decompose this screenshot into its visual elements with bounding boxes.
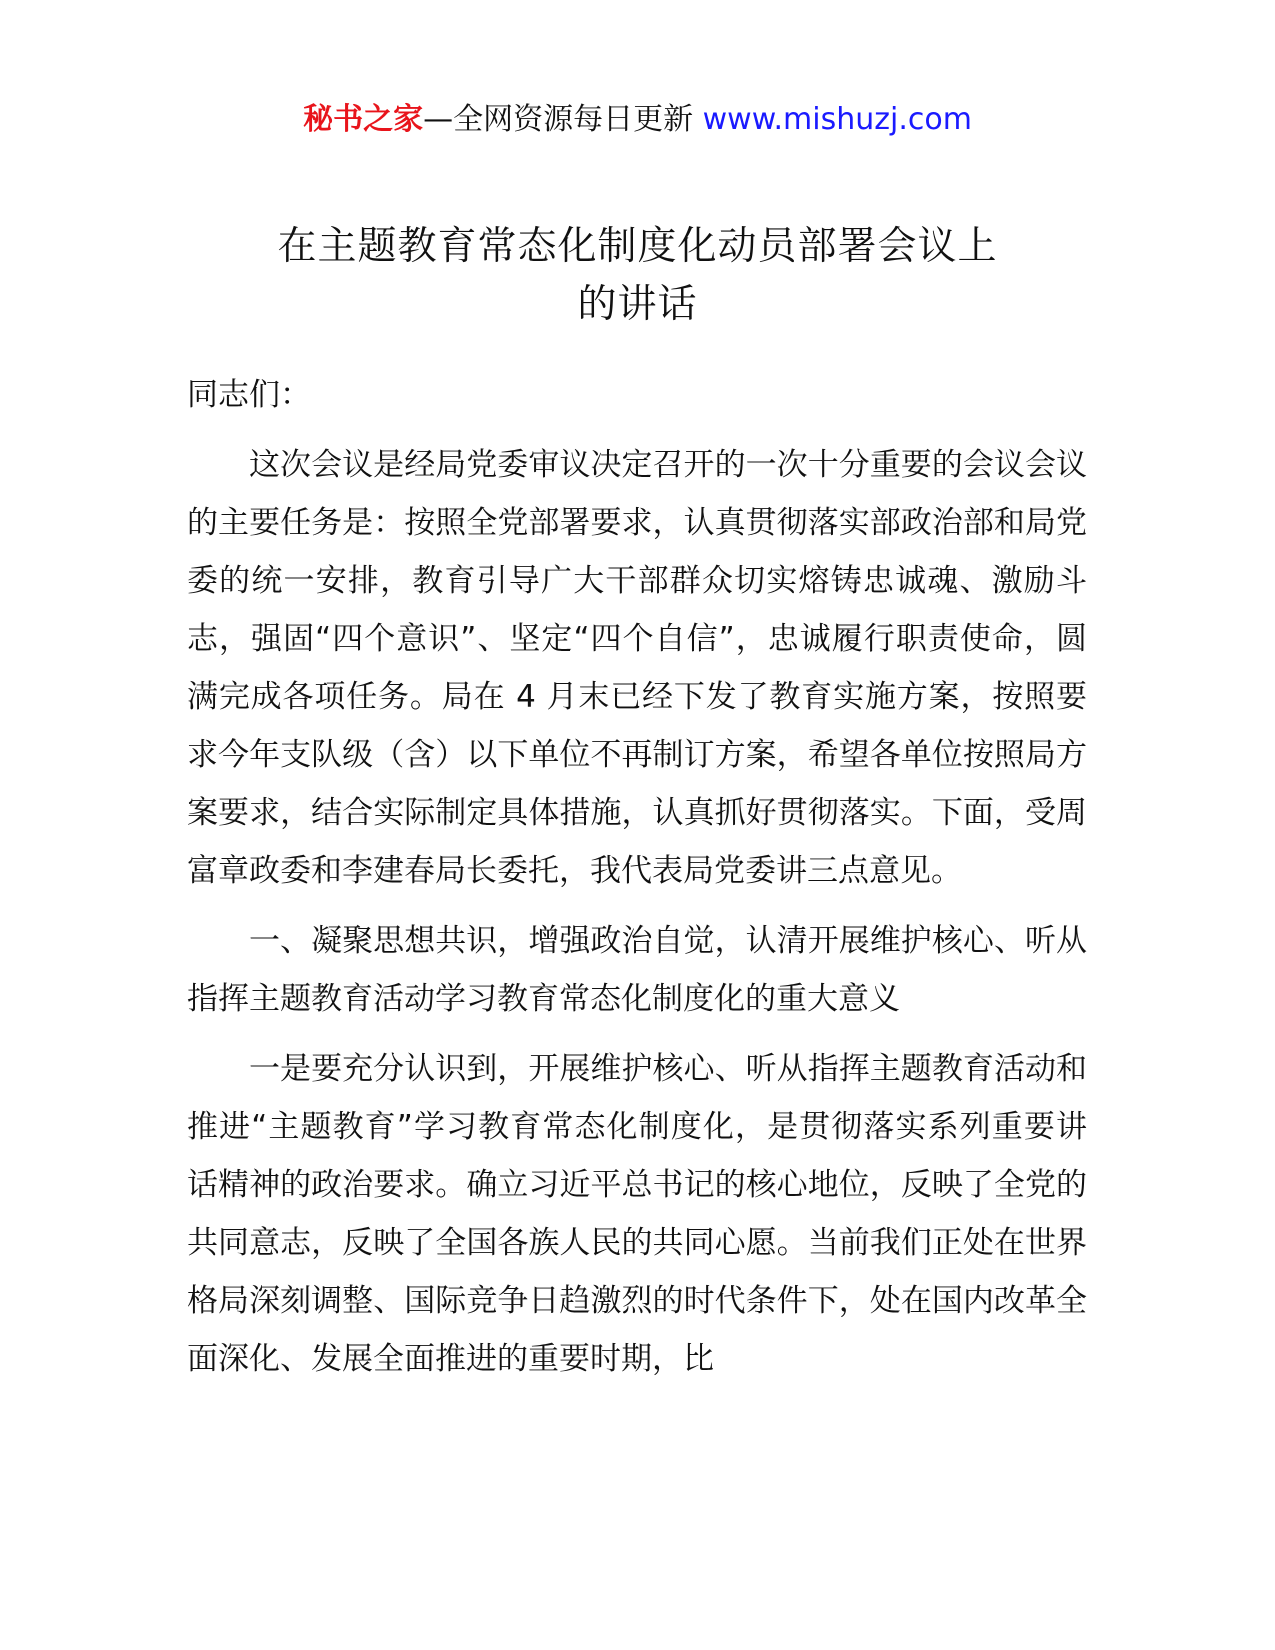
document-title [0,218,1275,334]
section-heading-1: 一、凝聚思想共识，增强政治自觉，认清开展维护核心、听从指挥主题教育活动学习教育常态化制度化的重大意义 [187,923,1087,1017]
site-tagline: —全网资源每日更新 [423,102,703,137]
paragraph-intro: 这次会议是经局党委审议决定召开的一次十分重要的会议会议的主要任务是：按照全党部署要求，认真贯彻落实部政治部和局党委的统一安排，教育引导广大干部群众切实熔铸忠诚魂、激励斗志，强固“四个意识”、坚定“四个自信”，忠诚履行职责使命，圆满完成各项任务。局在 4 月末已经下发了教育实施方案，按照要求今年支队级（含）以下单位不再制订方案，希望各单位按照局方案要求，结合实际制定具体措施，认真抓好贯彻落实。下面，受周富章政委和李建春局长委托，我代表局党委讲三点意见。 [187,447,1087,889]
document-title-line-1: 在主题教育常态化制度化动员部署会议上 [277,224,998,269]
document-title-line-2: 的讲话 [577,282,698,327]
site-header-banner [0,100,1275,140]
salutation: 同志们： [187,377,311,413]
site-brand-name: 秘书之家 [303,102,424,137]
document-body [187,366,1087,1400]
paragraph-point-1: 一是要充分认识到，开展维护核心、听从指挥主题教育活动和推进“主题教育”学习教育常态化制度化，是贯彻落实系列重要讲话精神的政治要求。确立习近平总书记的核心地位，反映了全党的共同意志，反映了全国各族人民的共同心愿。当前我们正处在世界格局深刻调整、国际竞争日趋激烈的时代条件下，处在国内改革全面深化、发展全面推进的重要时期，比 [187,1051,1087,1377]
site-url-link[interactable]: www.mishuzj.com [702,102,972,137]
